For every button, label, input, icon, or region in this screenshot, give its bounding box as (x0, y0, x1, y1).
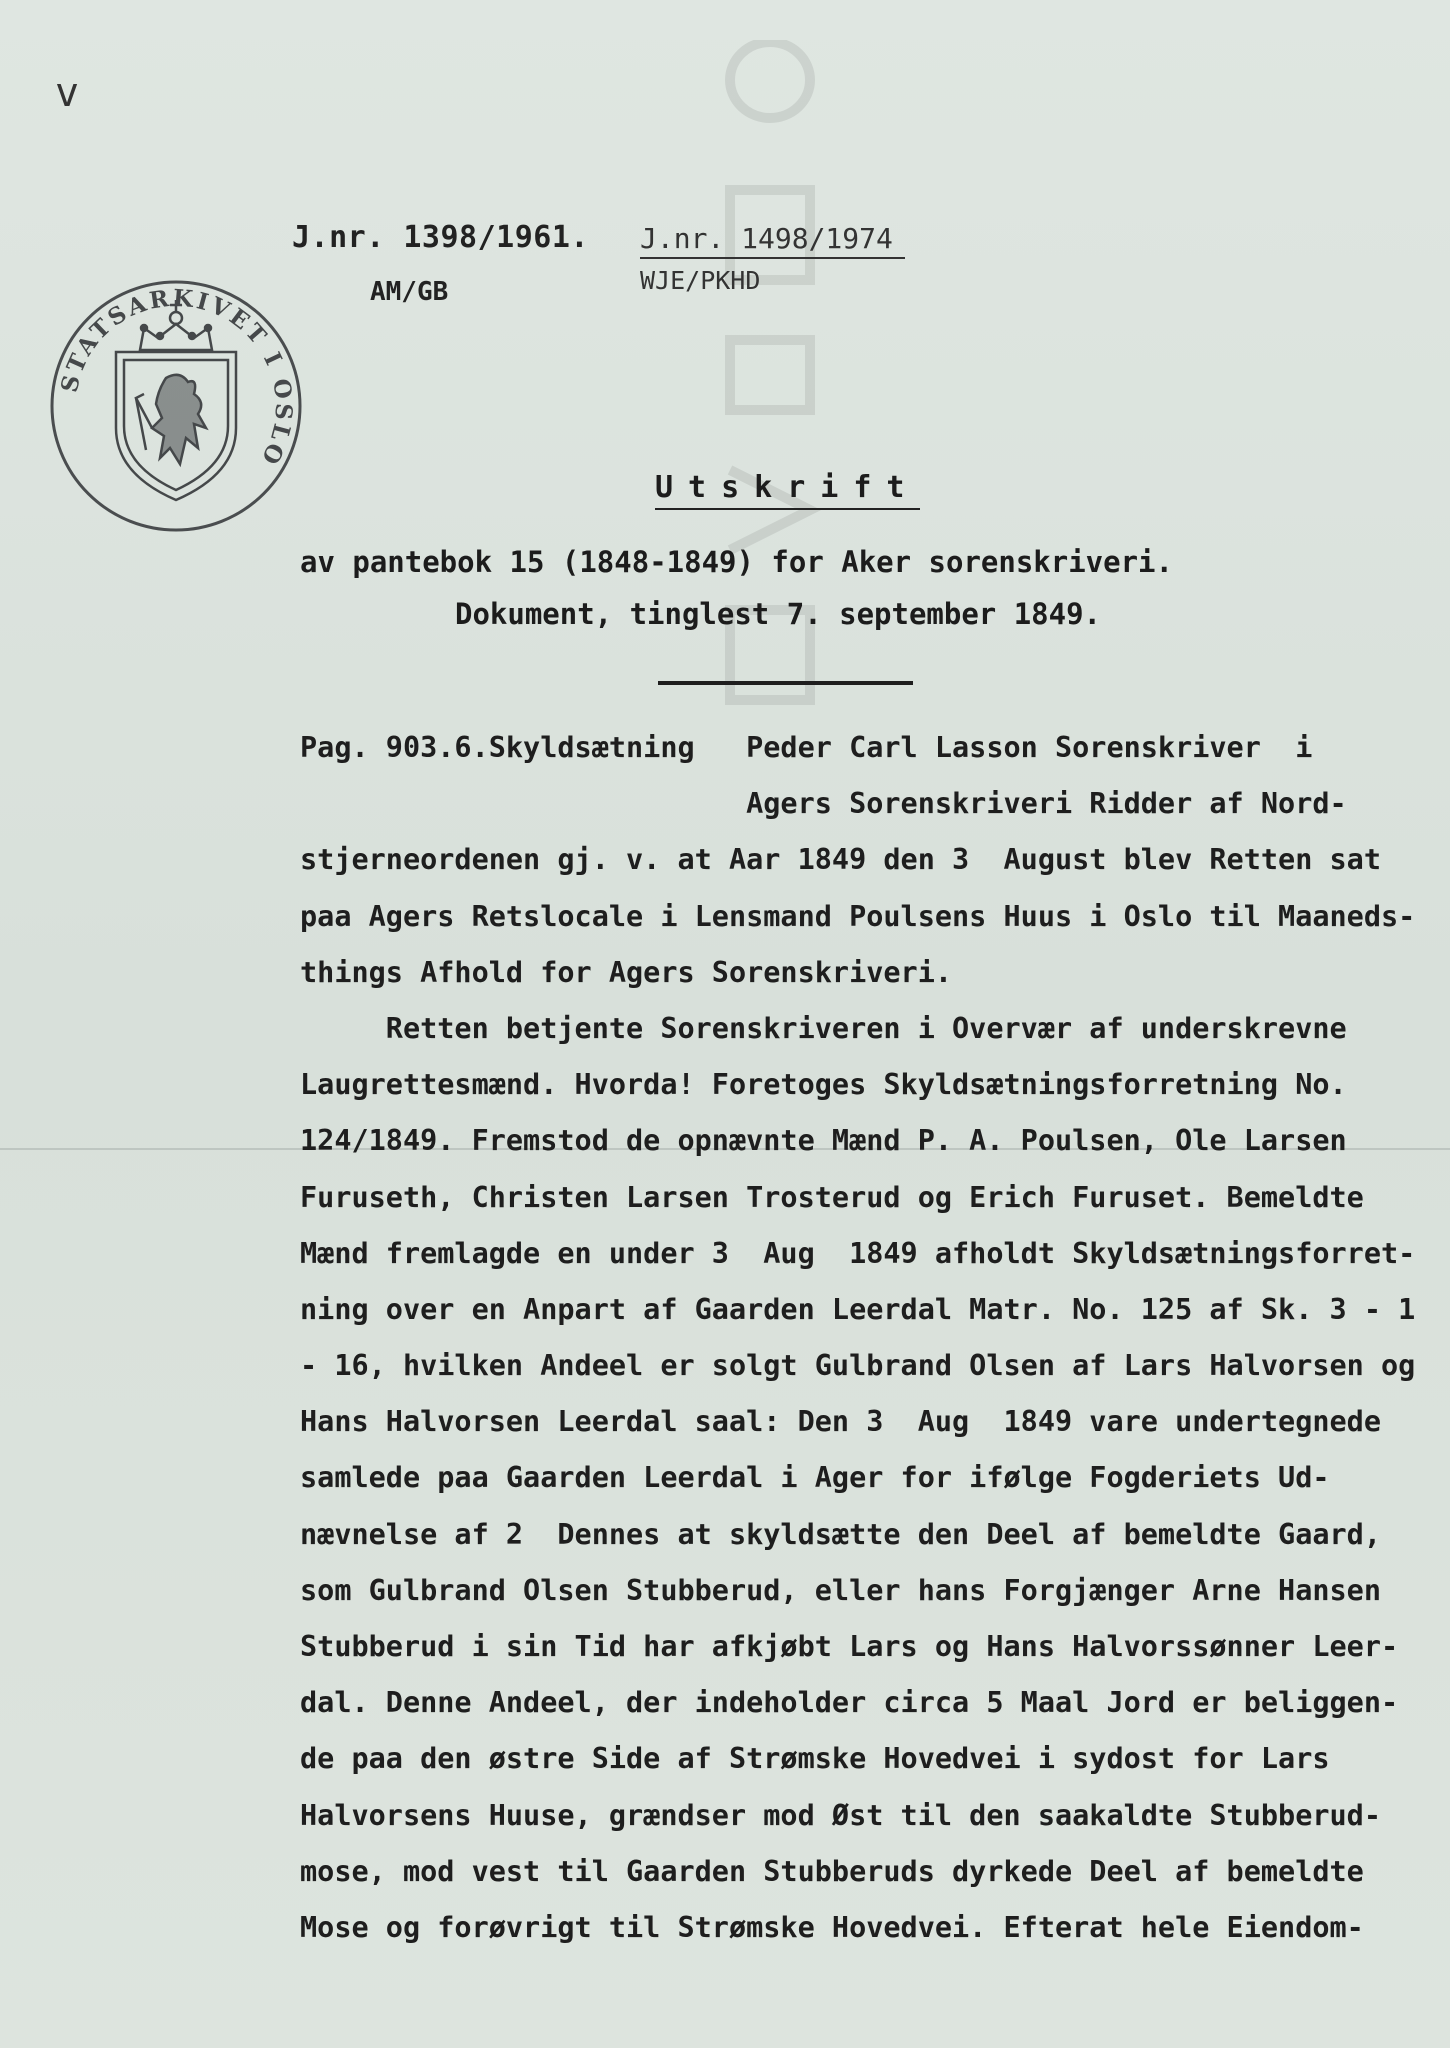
body-line: Halvorsens Huuse, grændser mod Øst til den saakaldte Stubberud- (300, 1798, 1381, 1832)
body-line: som Gulbrand Olsen Stubberud, eller hans Forgjænger Arne Hansen (300, 1573, 1381, 1607)
body-line: 124/1849. Fremstod de opnævnte Mænd P. A. Poulsen, Ole Larsen (300, 1124, 1347, 1158)
body-line: Furuseth, Christen Larsen Trosterud og Erich Furuset. Bemeldte (300, 1180, 1364, 1214)
show-through-marks (700, 40, 840, 740)
journal-number-1974: J.nr. 1498/1974 (640, 222, 905, 259)
body-line: dal. Denne Andeel, der indeholder circa 5 Maal Jord er beliggen- (300, 1686, 1399, 1720)
body-line: stjerneordenen gj. v. at Aar 1849 den 3 August blev Retten sat (300, 843, 1381, 877)
journal-number-1961: J.nr. 1398/1961. (292, 220, 589, 255)
coat-of-arms-icon (116, 300, 236, 500)
body-line: samlede paa Gaarden Leerdal i Ager for ifølge Fogderiets Ud- (300, 1461, 1330, 1495)
reference-initials-2: WJE/PKHD (640, 266, 761, 295)
body-line: Hans Halvorsen Leerdal saal: Den 3 Aug 1849 vare undertegnede (300, 1405, 1381, 1439)
registration-date: Dokument, tinglest 7. september 1849. (455, 597, 1102, 631)
archive-stamp (48, 278, 304, 534)
section-divider (658, 681, 913, 685)
body-line: Mænd fremlagde en under 3 Aug 1849 afholdt Skyldsætningsforret- (300, 1236, 1416, 1270)
body-line: Pag. 903.6.Skyldsætning Peder Carl Lasson Sorenskriver i (300, 731, 1313, 764)
body-line: Mose og forøvrigt til Strømske Hovedvei. Efterat hele Eiendom- (300, 1910, 1364, 1944)
stamp-inscription: STATSARKIVET I OSLO (55, 284, 298, 472)
body-line: Retten betjente Sorenskriveren i Overvær af underskrevne (300, 1011, 1347, 1045)
body-line: ning over en Anpart af Gaarden Leerdal Matr. No. 125 af Sk. 3 - 1 (300, 1292, 1416, 1326)
body-line: Laugrettesmænd. Hvorda! Foretoges Skyldsætningsforretning No. (300, 1068, 1347, 1102)
body-line: de paa den østre Side af Strømske Hovedvei i sydost for Lars (300, 1742, 1330, 1776)
body-line: Agers Sorenskriveri Ridder af Nord- (300, 787, 1347, 821)
body-line: nævnelse af 2 Dennes at skyldsætte den Deel af bemeldte Gaard, (300, 1517, 1381, 1551)
body-line: Stubberud i sin Tid har afkjøbt Lars og Hans Halvorssønner Leer- (300, 1630, 1399, 1663)
document-title: Utskrift (655, 470, 920, 510)
body-line: - 16, hvilken Andeel er solgt Gulbrand Olsen af Lars Halvorsen og (300, 1349, 1416, 1383)
body-line: things Afhold for Agers Sorenskriveri. (300, 955, 953, 989)
corner-mark: v (55, 70, 80, 116)
transcript-body (300, 720, 1420, 1956)
body-line: paa Agers Retslocale i Lensmand Poulsens Huus i Oslo til Maaneds- (300, 899, 1416, 933)
body-line: mose, mod vest til Gaarden Stubberuds dyrkede Deel af bemeldte (300, 1854, 1364, 1888)
source-description: av pantebok 15 (1848-1849) for Aker sorenskriveri. (300, 545, 1173, 579)
reference-initials-1: AM/GB (370, 277, 449, 307)
